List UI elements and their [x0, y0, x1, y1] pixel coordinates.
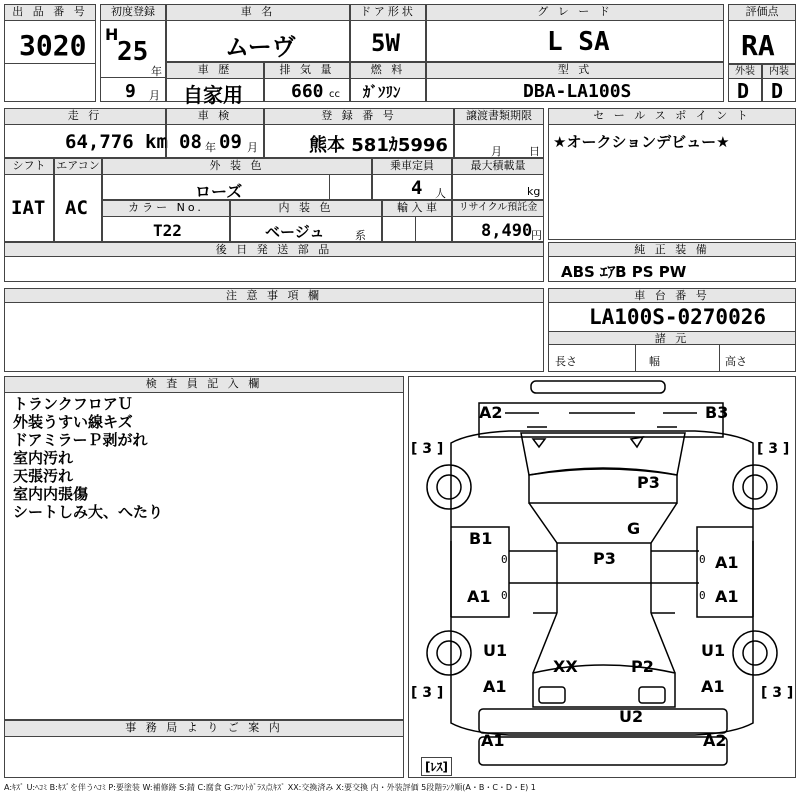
- transfer-label: 譲渡書類期限: [455, 109, 543, 125]
- capacity-value: 4: [411, 177, 423, 199]
- month-value: 9: [125, 81, 136, 102]
- plate-value: 熊本 581ｶ5996: [309, 135, 448, 156]
- inspector-box: [4, 376, 404, 720]
- capacity-box: [372, 158, 452, 200]
- load-label: 最大積載量: [453, 159, 543, 175]
- import-label: 輸 入 車: [383, 201, 451, 217]
- office-label: 事 務 局 よ り ご 案 内: [5, 721, 403, 737]
- inspector-note: シートしみ大、へたり: [13, 503, 164, 521]
- damage-mark: P3: [593, 549, 616, 568]
- car-outline-diagram: [409, 377, 795, 777]
- fuel-value: ｶﾞｿﾘﾝ: [363, 83, 401, 101]
- damage-mark: A2: [479, 403, 503, 422]
- recycle-label: リサイクル預託金: [453, 201, 543, 217]
- score-box: [728, 4, 796, 64]
- tire-depth: [ 3 ]: [761, 685, 794, 701]
- notes-box: [4, 288, 544, 372]
- exterior-grade-label: 外装: [729, 65, 761, 79]
- load-box: [452, 158, 544, 200]
- tire-depth: [ 3 ]: [411, 685, 444, 701]
- damage-mark: U1: [483, 641, 508, 660]
- spare-tire-label: [ﾚｽ]: [421, 757, 452, 776]
- inspector-note: 室内内張傷: [13, 485, 89, 503]
- inspection-year: 08: [179, 131, 202, 153]
- damage-mark: XX: [553, 657, 578, 676]
- interior-color-value: ベージュ: [265, 223, 325, 241]
- first-registration-box: [100, 4, 166, 102]
- zero-mark: 0: [699, 553, 706, 566]
- door-label: ドア形状: [351, 5, 425, 21]
- history-box: [166, 62, 264, 107]
- model-value: DBA-LA100S: [523, 81, 632, 102]
- lot-number-label: 出 品 番 号: [5, 5, 95, 21]
- chassis-value: LA100S-0270026: [589, 305, 767, 329]
- sales-point-label: セ ー ル ス ポ イ ン ト: [549, 109, 795, 125]
- zero-mark: 0: [501, 589, 508, 602]
- damage-mark: U2: [619, 707, 644, 726]
- model-label: 型 式: [427, 63, 723, 79]
- interior-grade-box: [762, 64, 796, 102]
- inspector-note: 天張汚れ: [13, 467, 74, 485]
- shift-label: シフト: [5, 159, 53, 175]
- interior-grade-value: D: [771, 79, 784, 103]
- chassis-box: [548, 288, 796, 372]
- inspection-month-unit: 月: [247, 141, 258, 154]
- inspection-year-unit: 年: [205, 141, 216, 154]
- damage-mark: A2: [703, 731, 727, 750]
- aircon-label: エアコン: [55, 159, 101, 175]
- damage-mark: A1: [715, 587, 739, 606]
- equipment-value: ABS ｴｱB PS PW: [561, 263, 687, 281]
- exterior-grade-box: [728, 64, 762, 102]
- inspector-note: 外装うすい線キズ: [13, 413, 133, 431]
- plate-box: [264, 108, 454, 158]
- inspector-note: トランクフロアＵ: [13, 395, 133, 413]
- fuel-box: [350, 62, 426, 102]
- notes-label: 注 意 事 項 欄: [5, 289, 543, 303]
- office-box: [4, 720, 404, 778]
- score-label: 評価点: [729, 5, 795, 21]
- interior-color-label: 内 装 色: [231, 201, 381, 217]
- zero-mark: 0: [501, 553, 508, 566]
- color-number-box: [102, 200, 230, 242]
- exterior-grade-value: D: [737, 79, 750, 103]
- damage-mark: P2: [631, 657, 654, 676]
- import-box: [382, 200, 452, 242]
- score-value: RA: [741, 29, 775, 62]
- car-name-box: [166, 4, 350, 62]
- length-label: 長さ: [555, 355, 577, 368]
- mileage-box: [4, 108, 166, 158]
- history-value: 自家用: [183, 83, 243, 107]
- year-unit: 年: [151, 65, 162, 78]
- height-label: 高さ: [725, 355, 747, 368]
- displacement-label: 排 気 量: [265, 63, 349, 79]
- sales-point-box: [548, 108, 796, 240]
- damage-mark: A1: [715, 553, 739, 572]
- damage-mark: P3: [637, 473, 660, 492]
- color-label: 外 装 色: [103, 159, 371, 175]
- era-value: H: [105, 25, 119, 44]
- inspector-note: 室内汚れ: [13, 449, 74, 467]
- damage-mark: B3: [705, 403, 729, 422]
- chassis-label: 車 台 番 号: [549, 289, 795, 303]
- damage-mark: A1: [701, 677, 725, 696]
- transfer-day: 日: [529, 145, 540, 158]
- load-unit: kg: [527, 185, 541, 198]
- mileage-unit: km: [145, 131, 168, 153]
- later-parts-label: 後 日 発 送 部 品: [5, 243, 543, 257]
- history-label: 車 歴: [167, 63, 263, 79]
- mileage-label: 走 行: [5, 109, 165, 125]
- inspection-month: 09: [219, 131, 242, 153]
- fuel-label: 燃 料: [351, 63, 425, 79]
- later-parts-box: [4, 242, 544, 282]
- interior-grade-label: 内装: [763, 65, 795, 79]
- shift-value: IAT: [11, 197, 46, 219]
- equipment-label: 純 正 装 備: [549, 243, 795, 257]
- zero-mark: 0: [699, 589, 706, 602]
- month-unit: 月: [149, 89, 160, 102]
- tire-depth: [ 3 ]: [757, 441, 790, 457]
- color-box: [102, 158, 372, 200]
- mileage-value: 64,776: [65, 131, 134, 153]
- transfer-month: 月: [491, 145, 502, 158]
- first-registration-label: 初度登録: [101, 5, 165, 21]
- damage-mark: A1: [481, 731, 505, 750]
- car-name-label: 車 名: [167, 5, 349, 21]
- year-value: 25: [117, 37, 149, 67]
- inspection-box: [166, 108, 264, 158]
- car-diagram: [408, 376, 796, 778]
- inspection-label: 車 検: [167, 109, 263, 125]
- inspector-note: ドアミラーＰ剥がれ: [13, 431, 148, 449]
- car-name-value: ムーヴ: [225, 33, 296, 61]
- door-value: 5W: [371, 29, 400, 57]
- damage-mark: A1: [467, 587, 491, 606]
- inspector-label: 検 査 員 記 入 欄: [5, 377, 403, 393]
- recycle-value: 8,490: [481, 221, 533, 241]
- lot-number-value: 3020: [19, 29, 87, 62]
- aircon-value: AC: [65, 197, 88, 219]
- damage-mark: B1: [469, 529, 493, 548]
- damage-mark: G: [627, 519, 641, 538]
- shift-box: [4, 158, 54, 242]
- transfer-box: [454, 108, 544, 158]
- door-box: [350, 4, 426, 62]
- color-number-label: カラー No.: [103, 201, 229, 217]
- displacement-value: 660: [291, 81, 324, 102]
- aircon-box: [54, 158, 102, 242]
- interior-color-unit: 系: [355, 229, 366, 242]
- tire-depth: [ 3 ]: [411, 441, 444, 457]
- color-number-value: T22: [153, 221, 182, 240]
- interior-color-box: [230, 200, 382, 242]
- capacity-unit: 人: [435, 187, 446, 200]
- capacity-label: 乗車定員: [373, 159, 451, 175]
- grade-label: グ レ ー ド: [427, 5, 723, 21]
- model-box: [426, 62, 724, 102]
- sales-point-value: ★オークションデビュー★: [553, 133, 730, 151]
- damage-mark: A1: [483, 677, 507, 696]
- recycle-box: [452, 200, 544, 242]
- grade-value: L SA: [547, 27, 610, 57]
- displacement-box: [264, 62, 350, 102]
- width-label: 幅: [649, 355, 660, 368]
- grade-box: [426, 4, 724, 62]
- plate-label: 登 録 番 号: [265, 109, 453, 125]
- legend-text: A:ｷｽﾞ U:ﾍｺﾐ B:ｷｽﾞを伴うﾍｺﾐ P:要塗装 W:補修跡 S:錆 C:腐食 G:ﾌﾛﾝﾄｶﾞﾗｽ点ｷｽﾞ XX:交換済み X:要交換 内・外装評価 5段階ﾗﾝｸ順(A・B・C・D・E) 1: [4, 783, 536, 792]
- color-value: ローズ: [195, 182, 243, 201]
- dims-label: 諸 元: [549, 331, 795, 345]
- displacement-unit: cc: [329, 89, 340, 100]
- lot-number-box: [4, 4, 96, 102]
- damage-mark: U1: [701, 641, 726, 660]
- recycle-unit: 円: [531, 229, 542, 242]
- equipment-box: [548, 242, 796, 282]
